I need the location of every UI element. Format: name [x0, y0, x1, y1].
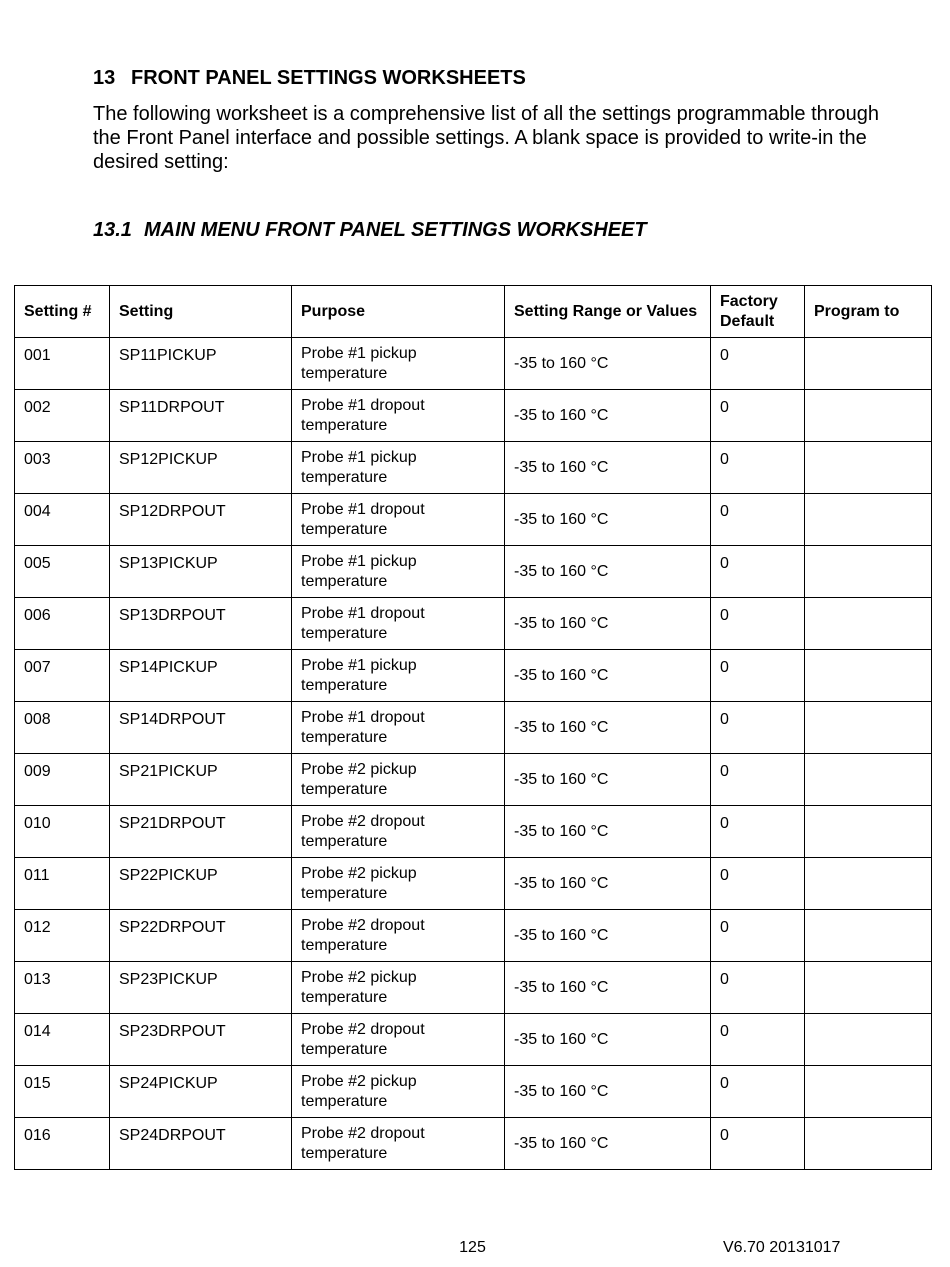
table-row — [15, 702, 932, 754]
cell-factory-default: 0 — [711, 494, 805, 546]
cell-setting: SP21DRPOUT — [110, 806, 292, 858]
cell-setting-number: 011 — [15, 858, 110, 910]
cell-factory-default: 0 — [711, 338, 805, 390]
cell-program-to[interactable] — [805, 598, 932, 650]
header-range: Setting Range or Values — [505, 286, 711, 338]
table-row — [15, 962, 932, 1014]
cell-factory-default: 0 — [711, 910, 805, 962]
table-row — [15, 1014, 932, 1066]
cell-program-to[interactable] — [805, 1118, 932, 1170]
cell-factory-default: 0 — [711, 858, 805, 910]
table-row — [15, 754, 932, 806]
header-program-to: Program to — [805, 286, 932, 338]
cell-factory-default: 0 — [711, 1066, 805, 1118]
table-row — [15, 1118, 932, 1170]
cell-setting: SP23DRPOUT — [110, 1014, 292, 1066]
header-setting: Setting — [110, 286, 292, 338]
cell-program-to[interactable] — [805, 702, 932, 754]
cell-range: -35 to 160 °C — [505, 1118, 711, 1170]
cell-program-to[interactable] — [805, 962, 932, 1014]
cell-range: -35 to 160 °C — [505, 546, 711, 598]
cell-range: -35 to 160 °C — [505, 338, 711, 390]
cell-range: -35 to 160 °C — [505, 702, 711, 754]
cell-setting-number: 001 — [15, 338, 110, 390]
cell-program-to[interactable] — [805, 754, 932, 806]
cell-factory-default: 0 — [711, 390, 805, 442]
cell-range: -35 to 160 °C — [505, 598, 711, 650]
cell-setting-number: 012 — [15, 910, 110, 962]
cell-setting-number: 016 — [15, 1118, 110, 1170]
cell-range: -35 to 160 °C — [505, 1066, 711, 1118]
cell-setting: SP21PICKUP — [110, 754, 292, 806]
section-heading — [93, 66, 526, 90]
cell-purpose: Probe #1 pickup temperature — [292, 650, 505, 702]
header-purpose: Purpose — [292, 286, 505, 338]
cell-purpose: Probe #1 pickup temperature — [292, 442, 505, 494]
cell-setting-number: 015 — [15, 1066, 110, 1118]
cell-factory-default: 0 — [711, 598, 805, 650]
version-label: V6.70 20131017 — [723, 1239, 841, 1256]
cell-program-to[interactable] — [805, 1066, 932, 1118]
cell-setting-number: 008 — [15, 702, 110, 754]
cell-factory-default: 0 — [711, 442, 805, 494]
table-row — [15, 390, 932, 442]
cell-program-to[interactable] — [805, 650, 932, 702]
cell-range: -35 to 160 °C — [505, 494, 711, 546]
cell-setting: SP13PICKUP — [110, 546, 292, 598]
cell-setting-number: 007 — [15, 650, 110, 702]
cell-purpose: Probe #2 pickup temperature — [292, 858, 505, 910]
table-row — [15, 650, 932, 702]
cell-purpose: Probe #1 dropout temperature — [292, 702, 505, 754]
cell-program-to[interactable] — [805, 1014, 932, 1066]
cell-purpose: Probe #2 dropout temperature — [292, 910, 505, 962]
cell-range: -35 to 160 °C — [505, 858, 711, 910]
table-header-row — [15, 286, 932, 338]
cell-factory-default: 0 — [711, 754, 805, 806]
cell-program-to[interactable] — [805, 390, 932, 442]
table-row — [15, 858, 932, 910]
cell-range: -35 to 160 °C — [505, 650, 711, 702]
cell-program-to[interactable] — [805, 494, 932, 546]
cell-setting-number: 010 — [15, 806, 110, 858]
table-row — [15, 598, 932, 650]
cell-setting-number: 006 — [15, 598, 110, 650]
cell-factory-default: 0 — [711, 702, 805, 754]
cell-purpose: Probe #2 dropout temperature — [292, 1118, 505, 1170]
table-row — [15, 442, 932, 494]
cell-setting-number: 002 — [15, 390, 110, 442]
section-title: FRONT PANEL SETTINGS WORKSHEETS — [131, 67, 526, 89]
cell-program-to[interactable] — [805, 546, 932, 598]
cell-factory-default: 0 — [711, 1118, 805, 1170]
table-row — [15, 338, 932, 390]
subsection-number: 13.1 — [93, 219, 132, 241]
header-factory-default: Factory Default — [711, 286, 805, 338]
cell-setting: SP24PICKUP — [110, 1066, 292, 1118]
table-row — [15, 494, 932, 546]
cell-program-to[interactable] — [805, 442, 932, 494]
cell-factory-default: 0 — [711, 806, 805, 858]
cell-program-to[interactable] — [805, 910, 932, 962]
settings-worksheet-table — [14, 285, 932, 1170]
cell-setting-number: 005 — [15, 546, 110, 598]
cell-purpose: Probe #2 pickup temperature — [292, 962, 505, 1014]
subsection-title: MAIN MENU FRONT PANEL SETTINGS WORKSHEET — [144, 219, 647, 241]
cell-setting-number: 003 — [15, 442, 110, 494]
cell-setting: SP12DRPOUT — [110, 494, 292, 546]
cell-setting: SP13DRPOUT — [110, 598, 292, 650]
cell-range: -35 to 160 °C — [505, 962, 711, 1014]
cell-setting-number: 013 — [15, 962, 110, 1014]
cell-range: -35 to 160 °C — [505, 754, 711, 806]
cell-program-to[interactable] — [805, 806, 932, 858]
cell-factory-default: 0 — [711, 650, 805, 702]
cell-setting: SP11PICKUP — [110, 338, 292, 390]
cell-setting: SP11DRPOUT — [110, 390, 292, 442]
cell-purpose: Probe #1 dropout temperature — [292, 598, 505, 650]
cell-program-to[interactable] — [805, 858, 932, 910]
cell-purpose: Probe #1 dropout temperature — [292, 390, 505, 442]
cell-purpose: Probe #2 pickup temperature — [292, 754, 505, 806]
cell-purpose: Probe #2 dropout temperature — [292, 1014, 505, 1066]
table-row — [15, 1066, 932, 1118]
cell-setting: SP23PICKUP — [110, 962, 292, 1014]
cell-program-to[interactable] — [805, 338, 932, 390]
subsection-heading — [93, 218, 647, 242]
header-setting-number: Setting # — [15, 286, 110, 338]
table-row — [15, 546, 932, 598]
cell-purpose: Probe #1 dropout temperature — [292, 494, 505, 546]
cell-range: -35 to 160 °C — [505, 1014, 711, 1066]
cell-setting: SP14PICKUP — [110, 650, 292, 702]
cell-factory-default: 0 — [711, 1014, 805, 1066]
cell-range: -35 to 160 °C — [505, 806, 711, 858]
cell-setting-number: 009 — [15, 754, 110, 806]
cell-factory-default: 0 — [711, 962, 805, 1014]
cell-purpose: Probe #2 pickup temperature — [292, 1066, 505, 1118]
cell-setting: SP14DRPOUT — [110, 702, 292, 754]
cell-range: -35 to 160 °C — [505, 910, 711, 962]
cell-setting: SP22PICKUP — [110, 858, 292, 910]
cell-purpose: Probe #2 dropout temperature — [292, 806, 505, 858]
cell-range: -35 to 160 °C — [505, 390, 711, 442]
table-body — [15, 338, 932, 1170]
cell-range: -35 to 160 °C — [505, 442, 711, 494]
intro-paragraph: The following worksheet is a comprehensive list of all the settings programmable through the Front Panel interface and possible settings. A blank space is provided to write-in the desired setting: — [93, 103, 879, 173]
cell-setting: SP22DRPOUT — [110, 910, 292, 962]
cell-purpose: Probe #1 pickup temperature — [292, 546, 505, 598]
section-number: 13 — [93, 67, 116, 89]
table-row — [15, 910, 932, 962]
cell-setting: SP12PICKUP — [110, 442, 292, 494]
table-row — [15, 806, 932, 858]
cell-setting-number: 014 — [15, 1014, 110, 1066]
cell-setting: SP24DRPOUT — [110, 1118, 292, 1170]
cell-factory-default: 0 — [711, 546, 805, 598]
page-number: 125 — [459, 1239, 486, 1256]
cell-setting-number: 004 — [15, 494, 110, 546]
cell-purpose: Probe #1 pickup temperature — [292, 338, 505, 390]
